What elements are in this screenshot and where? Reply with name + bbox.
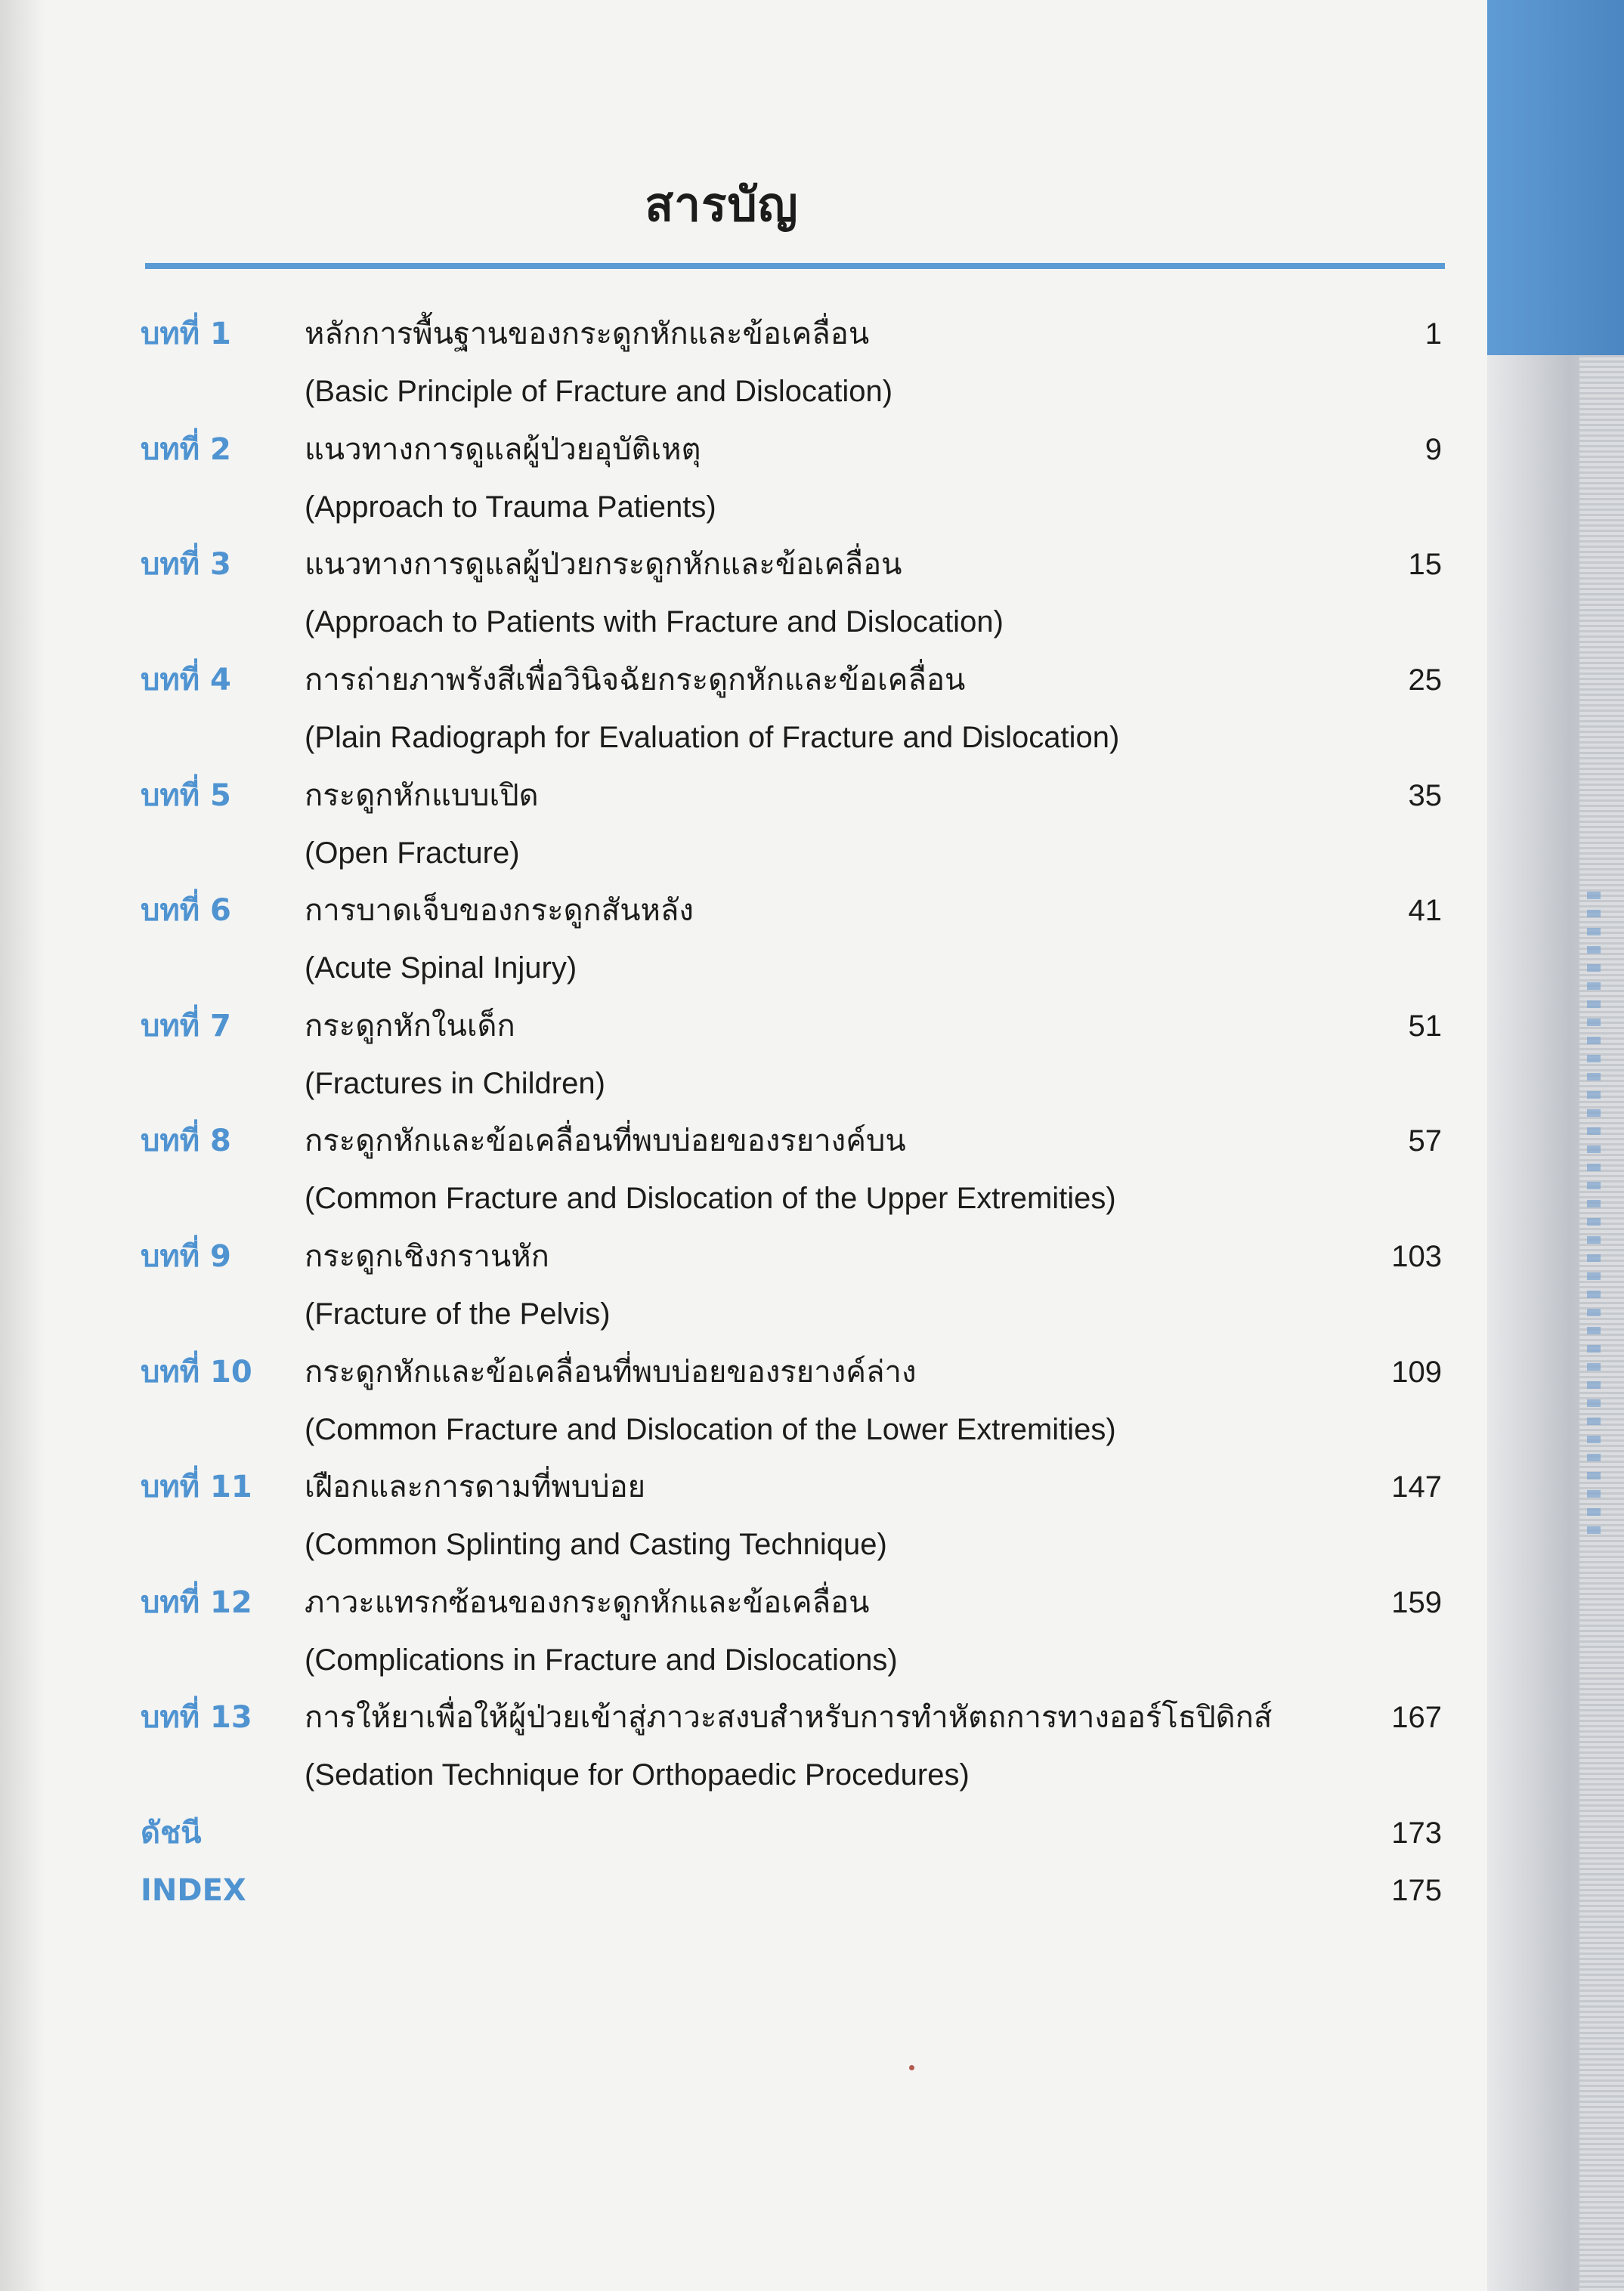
chapter-label: บทที่ 13	[141, 1700, 252, 1735]
chapter-title-english: (Approach to Patients with Fracture and Dislocation)	[305, 605, 1004, 638]
toc-entry-chapter-6[interactable]	[0, 892, 1487, 1009]
chapter-title-thai: กระดูกหักแบบเปิด	[305, 778, 539, 813]
chapter-title-thai: แนวทางการดูแลผู้ป่วยกระดูกหักและข้อเคลื่อน	[305, 547, 902, 582]
chapter-label: บทที่ 6	[141, 893, 231, 928]
chapter-title-english: (Common Fracture and Dislocation of the Upper Extremities)	[305, 1182, 1116, 1215]
chapter-title-english: (Fracture of the Pelvis)	[305, 1297, 611, 1331]
chapter-title-english: (Common Fracture and Dislocation of the Lower Extremities)	[305, 1413, 1116, 1446]
chapter-title-thai: กระดูกหักและข้อเคลื่อนที่พบบ่อยของรยางค์บน	[305, 1124, 906, 1158]
chapter-label: บทที่ 7	[141, 1009, 231, 1043]
chapter-label: บทที่ 4	[141, 663, 231, 697]
chapter-label: บทที่ 8	[141, 1124, 231, 1158]
chapter-title-english: (Approach to Trauma Patients)	[305, 490, 716, 524]
chapter-title-thai: การบาดเจ็บของกระดูกสันหลัง	[305, 893, 694, 928]
book-edge-color-tab	[1487, 0, 1624, 355]
chapter-label: บทที่ 3	[141, 547, 231, 582]
toc-entry-chapter-11[interactable]	[0, 1469, 1487, 1585]
chapter-label: บทที่ 2	[141, 432, 231, 467]
toc-entry-chapter-9[interactable]	[0, 1238, 1487, 1355]
page-number: 25	[1408, 663, 1442, 697]
page-number: 173	[1391, 1816, 1442, 1850]
chapter-title-thai: กระดูกเชิงกรานหัก	[305, 1239, 549, 1274]
page-number: 167	[1391, 1701, 1442, 1734]
page-number: 41	[1408, 894, 1442, 927]
toc-entry-chapter-3[interactable]	[0, 546, 1487, 663]
chapter-title-english: (Plain Radiograph for Evaluation of Fracture and Dislocation)	[305, 721, 1120, 754]
chapter-title-english: (Open Fracture)	[305, 836, 520, 870]
page-number: 1	[1424, 317, 1442, 351]
page-number: 57	[1408, 1124, 1442, 1158]
toc-entry-chapter-7[interactable]	[0, 1008, 1487, 1124]
page-number: 9	[1424, 433, 1442, 466]
chapter-label: บทที่ 9	[141, 1239, 231, 1274]
chapter-title-thai: การถ่ายภาพรังสีเพื่อวินิจฉัยกระดูกหักและข้อเคลื่อน	[305, 663, 966, 697]
page-number: 51	[1408, 1009, 1442, 1043]
toc-entry-english-index[interactable]	[0, 1872, 1487, 1918]
page-number: 109	[1391, 1356, 1442, 1389]
chapter-title-thai: แนวทางการดูแลผู้ป่วยอุบัติเหตุ	[305, 432, 701, 467]
chapter-title-english: (Sedation Technique for Orthopaedic Procedures)	[305, 1758, 970, 1792]
thai-index-label: ดัชนี	[141, 1816, 202, 1850]
chapter-title-thai: กระดูกหักในเด็ก	[305, 1009, 515, 1043]
page-title: สารบัญ	[645, 177, 799, 232]
toc-entry-chapter-8[interactable]	[0, 1123, 1487, 1239]
chapter-title-english: (Acute Spinal Injury)	[305, 951, 577, 985]
book-edge-pages	[1579, 355, 1624, 2291]
chapter-title-thai: การให้ยาเพื่อให้ผู้ป่วยเข้าสู่ภาวะสงบสำหรับการทำหัตถการทางออร์โธปิดิกส์	[305, 1700, 1273, 1735]
chapter-title-english: (Basic Principle of Fracture and Dislocation)	[305, 375, 893, 408]
page-number: 35	[1408, 779, 1442, 812]
chapter-label: บทที่ 10	[141, 1355, 252, 1390]
print-speck	[909, 2065, 914, 2070]
chapter-label: บทที่ 5	[141, 778, 231, 813]
chapter-label: บทที่ 1	[141, 317, 231, 351]
chapter-title-english: (Fractures in Children)	[305, 1067, 605, 1100]
chapter-title-thai: ภาวะแทรกซ้อนของกระดูกหักและข้อเคลื่อน	[305, 1585, 870, 1620]
page-number: 103	[1391, 1240, 1442, 1273]
chapter-title-thai: หลักการพื้นฐานของกระดูกหักและข้อเคลื่อน	[305, 317, 870, 351]
toc-entry-chapter-10[interactable]	[0, 1354, 1487, 1470]
toc-entry-chapter-12[interactable]	[0, 1585, 1487, 1701]
chapter-label: บทที่ 12	[141, 1585, 252, 1620]
chapter-title-english: (Common Splinting and Casting Technique)	[305, 1528, 887, 1561]
book-edge-marking	[1587, 892, 1601, 1541]
chapter-title-thai: เฝือกและการดามที่พบบ่อย	[305, 1470, 646, 1504]
toc-entry-chapter-13[interactable]	[0, 1699, 1487, 1816]
page-number: 159	[1391, 1586, 1442, 1619]
page-number: 147	[1391, 1470, 1442, 1504]
page-number: 15	[1408, 548, 1442, 581]
toc-entry-chapter-5[interactable]	[0, 778, 1487, 894]
english-index-label: INDEX	[141, 1873, 246, 1908]
toc-entry-chapter-1[interactable]	[0, 316, 1487, 432]
page-number: 175	[1391, 1874, 1442, 1907]
toc-entry-thai-index[interactable]	[0, 1815, 1487, 1860]
chapter-title-thai: กระดูกหักและข้อเคลื่อนที่พบบ่อยของรยางค์ล่าง	[305, 1355, 917, 1390]
chapter-title-english: (Complications in Fracture and Dislocations)	[305, 1643, 898, 1677]
toc-entry-chapter-4[interactable]	[0, 662, 1487, 778]
toc-entry-chapter-2[interactable]	[0, 431, 1487, 548]
chapter-label: บทที่ 11	[141, 1470, 252, 1504]
